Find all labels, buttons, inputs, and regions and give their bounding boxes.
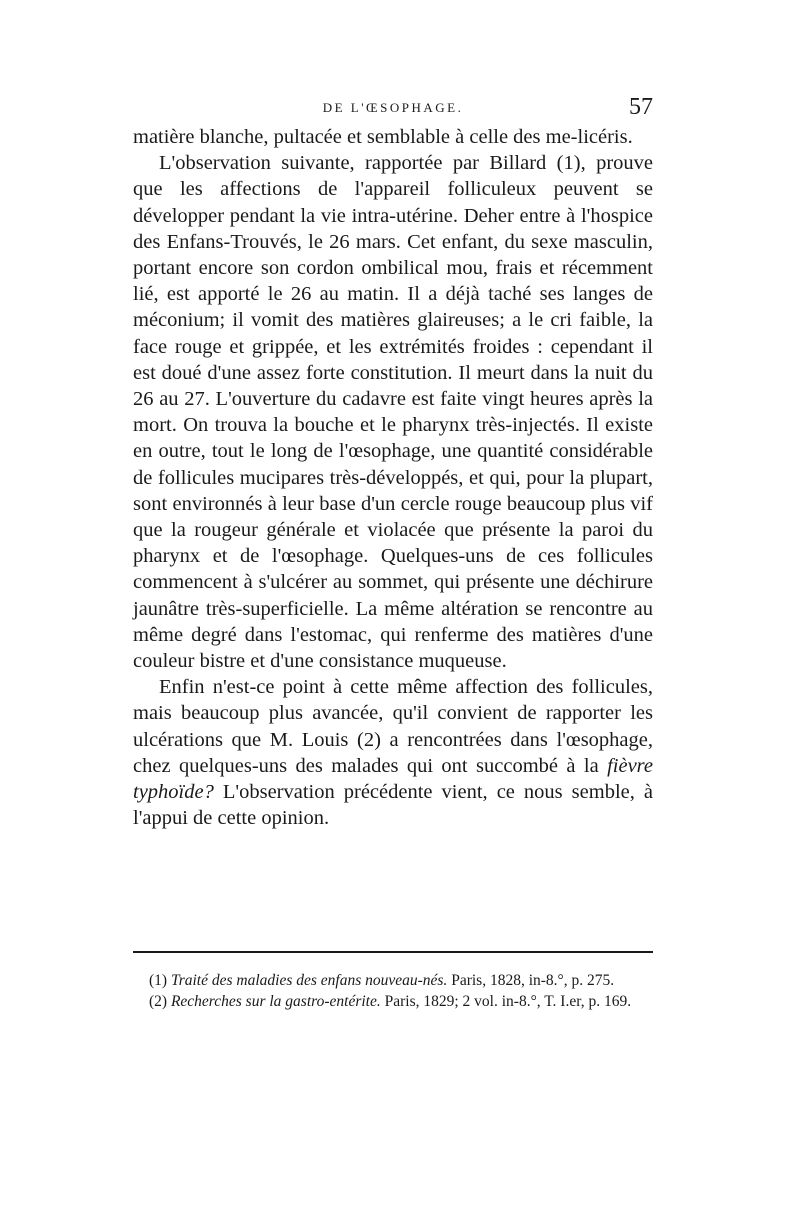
paragraph-louis-ulcerations	[133, 674, 653, 831]
footnote-1	[133, 970, 653, 991]
footnote-1-details: Paris, 1828, in-8.°, p. 275.	[447, 972, 615, 989]
paragraph-billard-observation: L'observation suivante, rapportée par Billard (1), prouve que les affections de l'appareil folliculeux peuvent se développer pendant la vie intra-utérine. Deher entre à l'hospice des Enfans-Trouvés, le 26 mars. Cet enfant, du sexe masculin, portant encore son cordon ombilical mou, frais et récemment lié, est apporté le 26 au matin. Il a déjà taché ses langes de méconium; il vomit des matières glaireuses; a le cri faible, la face rouge et grippée, et les extrémités froides : cependant il est doué d'une assez forte constitution. Il meurt dans la nuit du 26 au 27. L'ouverture du cadavre est faite vingt heures après la mort. On trouva la bouche et le pharynx très-injectés. Il existe en outre, tout le long de l'œsophage, une quantité considérable de follicules mucipares très-développés, et qui, pour la plupart, sont environnés à leur base d'un cercle rouge beaucoup plus vif que la rougeur générale et violacée que présente la paroi du pharynx et de l'œsophage. Quelques-uns de ces follicules commencent à s'ulcérer au sommet, qui présente une déchirure jaunâtre très-superficielle. La même altération se rencontre au même degré dans l'estomac, qui renferme des matières d'une couleur bistre et d'une consistance muqueuse.	[133, 152, 653, 673]
footnote-1-marker: (1)	[149, 972, 171, 989]
running-head	[133, 94, 653, 124]
footnote-1-title: Traité des maladies des enfans nouveau-nés.	[170, 972, 448, 989]
paragraph-continued: matière blanche, pultacée et semblable à celle des me-licéris.	[133, 126, 633, 148]
paragraph-text-end: L'observation précédente vient, ce nous semble, à l'appui de cette opinion.	[133, 781, 653, 830]
footnotes	[133, 970, 653, 1012]
footnote-2-title: Recherches sur la gastro-entérite.	[170, 993, 381, 1010]
body-text	[133, 124, 653, 831]
footnote-2	[133, 991, 653, 1012]
footnote-rule	[133, 951, 653, 953]
paragraph-text-start: Enfin n'est-ce point à cette même affection des follicules, mais beaucoup plus avancée, qu'il convient de rapporter les ulcérations que M. Louis (2) a rencontrées dans l'œsophage, chez quelques-uns des malades qui ont succombé à la	[133, 676, 653, 777]
italic-fievre-typhoide: fièvre typhoïde?	[133, 754, 653, 804]
footnote-2-marker: (2)	[149, 993, 171, 1010]
footnote-2-details: Paris, 1829; 2 vol. in-8.°, T. I.er, p. 169.	[380, 993, 632, 1010]
running-title: DE L'ŒSOPHAGE.	[322, 100, 464, 115]
page-number: 57	[629, 94, 653, 120]
